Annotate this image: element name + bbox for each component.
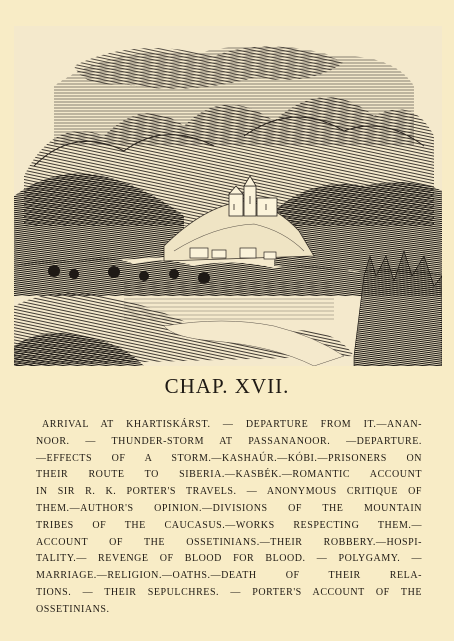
summary-line: TALITY.— REVENGE OF BLOOD FOR BLOOD. — POLYGAMY. — — [36, 553, 422, 565]
summary-line: TRIBES OF THE CAUCASUS.—WORKS RESPECTING THEM.— — [36, 519, 422, 531]
summary-line: MARRIAGE.—RELIGION.—OATHS.—DEATH OF THEIR RELA- — [36, 570, 422, 582]
summary-line: —EFFECTS OF A STORM.—KASHAÚR.—KÓBI.—PRISONERS ON — [36, 452, 422, 464]
summary-line: TIONS. — THEIR SEPULCHRES. — PORTER'S ACCOUNT OF THE — [36, 586, 422, 598]
chapter-title: CHAP. XVII. — [164, 374, 290, 398]
summary-line: NOOR. — THUNDER-STORM AT PASSANANOOR. —DEPARTURE. — [36, 435, 422, 447]
summary-line: IN SIR R. K. PORTER'S TRAVELS. — ANONYMOUS CRITIQUE OF — [36, 486, 422, 498]
chapter-summary — [36, 417, 422, 619]
summary-line: THEIR ROUTE TO SIBERIA.—KASBÉK.—ROMANTIC ACCOUNT — [36, 469, 422, 481]
summary-line: ACCOUNT OF THE OSSETINIANS.—THEIR ROBBERY.—HOSPI- — [36, 536, 422, 548]
summary-line: OSSETINIANS. — [36, 603, 110, 615]
summary-line: ARRIVAL AT KHARTISKÁRST. — DEPARTURE FROM IT.—ANAN- — [42, 419, 422, 430]
landscape-engraving — [14, 26, 442, 366]
summary-line: THEM.—AUTHOR'S OPINION.—DIVISIONS OF THE MOUNTAIN — [36, 502, 422, 514]
